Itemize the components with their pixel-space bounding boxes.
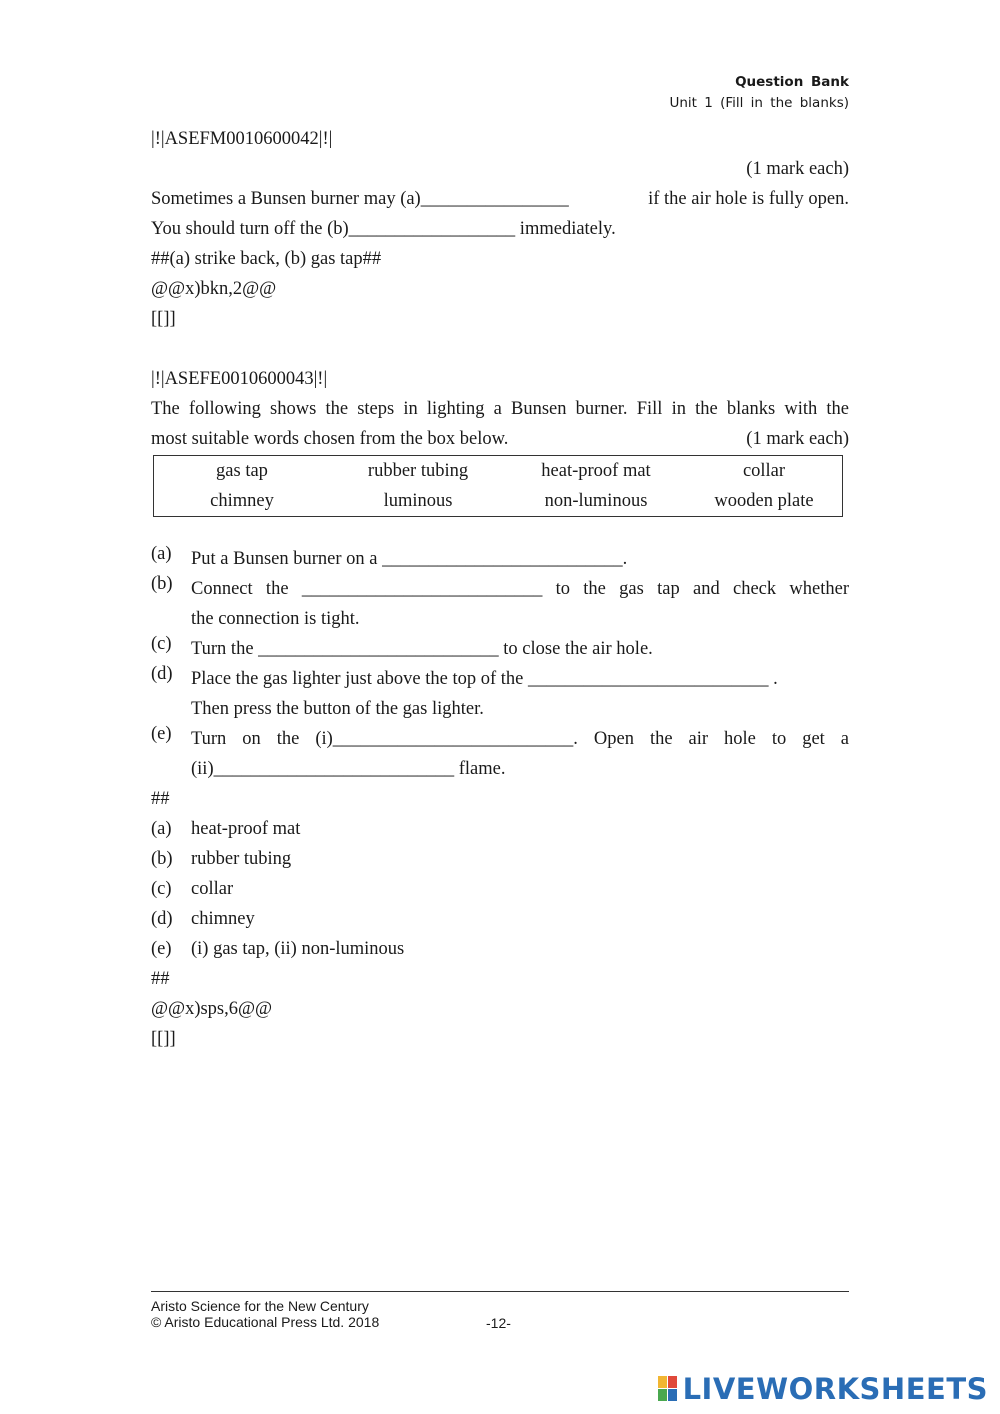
q1-id: |!|ASEFM0010600042|!| (151, 129, 333, 149)
q2-intro-2 (151, 424, 849, 454)
step-line: Place the gas lighter just above the top of the __________________________ . (191, 669, 778, 689)
answer-label: (c) (151, 879, 172, 899)
q2-end-marker: [[]] (151, 1029, 176, 1049)
answer-c (151, 874, 849, 904)
step-label: (a) (151, 544, 172, 564)
q1-line-1 (151, 184, 849, 214)
step-line: Connect the __________________________ to the gas tap and check whether (191, 579, 849, 599)
word-box-cell: heat-proof mat (541, 461, 651, 481)
word-box-row (154, 456, 842, 486)
step-line: Turn the __________________________ to close the air hole. (191, 639, 653, 659)
answer-label: (b) (151, 849, 173, 869)
answer-close-marker: ## (151, 969, 170, 989)
q2-id: |!|ASEFE0010600043|!| (151, 369, 328, 389)
step-e (151, 724, 849, 784)
step-label: (b) (151, 574, 173, 594)
step-c (151, 634, 849, 664)
page-footer (151, 1291, 849, 1330)
q1-marks: (1 mark each) (746, 159, 849, 179)
q1-line-1-right: if the air hole is fully open. (648, 189, 849, 209)
answer-open-marker: ## (151, 789, 170, 809)
step-b (151, 574, 849, 634)
word-box-cell: non-luminous (544, 491, 648, 511)
q2-code: @@x)sps,6@@ (151, 999, 273, 1019)
word-box-cell: wooden plate (714, 491, 814, 511)
answer-text: rubber tubing (191, 849, 292, 869)
footer-copyright: © Aristo Educational Press Ltd. 2018 (151, 1314, 380, 1330)
q2-intro-2-text: most suitable words chosen from the box below. (151, 429, 509, 449)
step-d (151, 664, 849, 724)
answer-d (151, 904, 849, 934)
word-box-cell: rubber tubing (367, 461, 469, 481)
q1-line-1-left: Sometimes a Bunsen burner may (a)________________ (151, 189, 569, 209)
q1-code: @@x)bkn,2@@ (151, 279, 277, 299)
word-box-cell: collar (742, 461, 786, 481)
page-content (151, 124, 849, 1054)
step-line: Put a Bunsen burner on a __________________________. (191, 549, 628, 569)
header-subtitle: Unit 1 (Fill in the blanks) (669, 95, 849, 111)
q1-line-2: You should turn off the (b)__________________ immediately. (151, 219, 616, 239)
word-box-cell: luminous (383, 491, 453, 511)
answer-label: (a) (151, 819, 172, 839)
answer-a (151, 814, 849, 844)
q1-answer: ##(a) strike back, (b) gas tap## (151, 249, 382, 269)
word-box-cell: chimney (210, 491, 274, 511)
step-label: (d) (151, 664, 173, 684)
word-box (153, 455, 843, 517)
step-label: (e) (151, 724, 172, 744)
step-line: Turn on the (i)__________________________. Open the air hole to get a (191, 729, 849, 749)
step-line: Then press the button of the gas lighter. (191, 699, 484, 719)
liveworksheets-icon (658, 1376, 678, 1402)
step-a (151, 544, 849, 574)
word-box-row (154, 486, 842, 516)
q1-end-marker: [[]] (151, 309, 176, 329)
step-line: (ii)__________________________ flame. (191, 759, 506, 779)
q2-intro-1: The following shows the steps in lighting a Bunsen burner. Fill in the blanks with the (151, 399, 849, 419)
footer-book-title: Aristo Science for the New Century (151, 1298, 369, 1314)
liveworksheets-wordmark: LIVEWORKSHEETS (682, 1372, 988, 1406)
answer-text: chimney (191, 909, 255, 929)
step-label: (c) (151, 634, 172, 654)
page-number: -12- (486, 1315, 511, 1331)
liveworksheets-logo (658, 1372, 988, 1406)
answer-text: collar (191, 879, 234, 899)
answer-text: (i) gas tap, (ii) non-luminous (191, 939, 405, 959)
answer-b (151, 844, 849, 874)
word-box-cell: gas tap (216, 461, 268, 481)
answer-e (151, 934, 849, 964)
page-header (669, 72, 849, 114)
step-line: the connection is tight. (191, 609, 360, 629)
answer-label: (e) (151, 939, 172, 959)
header-title: Question Bank (735, 74, 849, 90)
answer-text: heat-proof mat (191, 819, 301, 839)
answer-label: (d) (151, 909, 173, 929)
q2-marks: (1 mark each) (746, 429, 849, 449)
